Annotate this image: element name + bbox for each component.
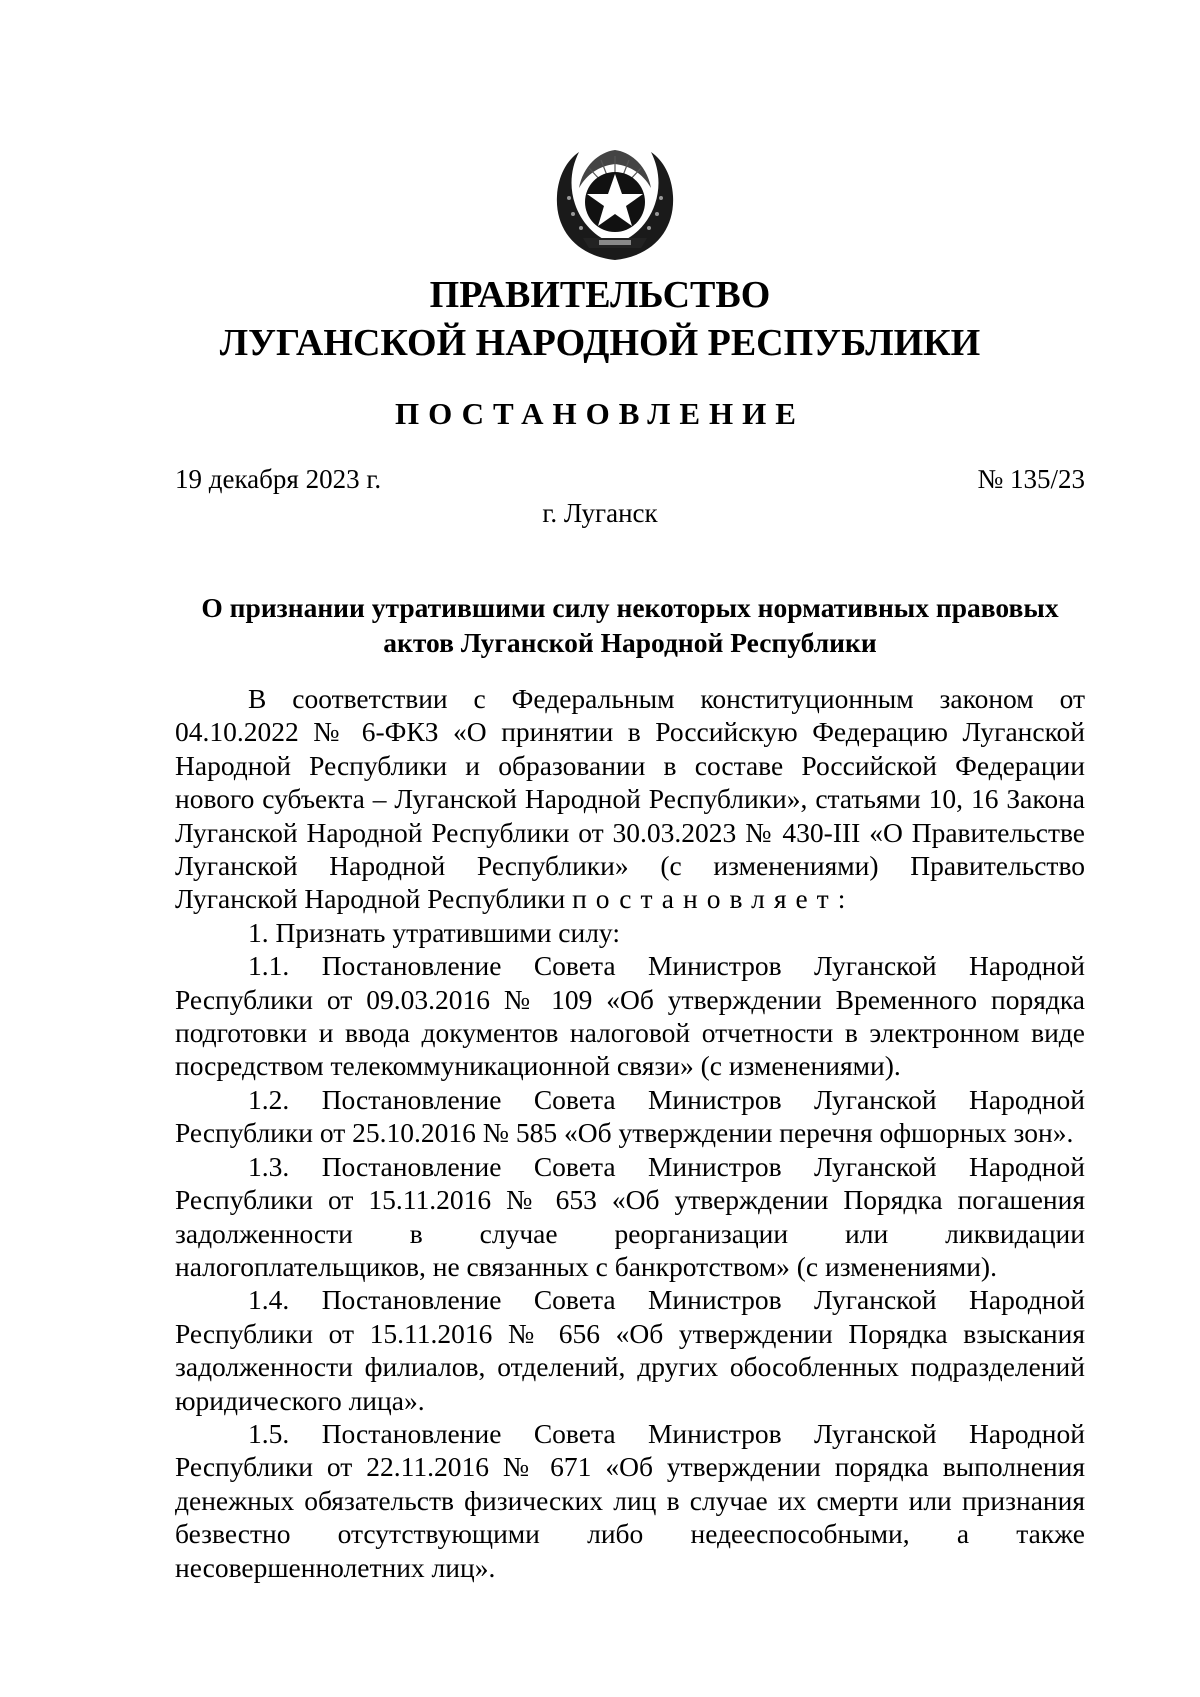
org-name-line2: ЛУГАНСКОЙ НАРОДНОЙ РЕСПУБЛИКИ: [219, 322, 981, 364]
list-item-1-2: 1.2. Постановление Совета Министров Луганской Народной Республики от 25.10.2016 № 585 «Об утверждении перечня офшорных зон».: [175, 1083, 1085, 1149]
coat-of-arms-emblem: [549, 138, 681, 262]
list-item-1-5: 1.5. Постановление Совета Министров Луганской Народной Республики от 22.11.2016 № 671 «Об утверждении порядка выполнения денежных обязательств физических лиц в случае их смерти или признания безвестно отсутствующими либо недееспособными, а также несовершеннолетних лиц».: [175, 1417, 1085, 1583]
document-body: [175, 682, 1085, 1584]
list-item-1: 1. Признать утратившими силу:: [248, 916, 620, 948]
document-date: 19 декабря 2023 г.: [175, 464, 382, 494]
document-number: № 135/23: [977, 464, 1085, 494]
preamble-text: В соответствии с Федеральным конституционным законом от 04.10.2022 № 6-ФКЗ «О принятии в Российскую Федерацию Луганской Народной Республики и образовании в составе Российской Федерации нового субъекта – Луганской Народной Республики», статьями 10, 16 Закона Луганской Народной Республики от 30.03.2023 № 430-III «О Правительстве Луганской Народной Республики» (с изменениями) Правительство Луганской Народной Республики: [175, 683, 1085, 915]
org-name-line1: ПРАВИТЕЛЬСТВО: [429, 274, 771, 316]
list-item-1-4: 1.4. Постановление Совета Министров Луганской Народной Республики от 15.11.2016 № 656 «Об утверждении Порядка взыскания задолженности филиалов, отделений, других обособленных подразделений юридического лица».: [175, 1284, 1085, 1416]
list-item-1-3: 1.3. Постановление Совета Министров Луганской Народной Республики от 15.11.2016 № 653 «Об утверждении Порядка погашения задолженности в случае реорганизации или ликвидации налогоплательщиков, не связанных с банкротством» (с изменениями).: [175, 1150, 1085, 1282]
document-title: О признании утратившими силу некоторых нормативных правовых актов Луганской Народной Республики: [201, 592, 1059, 658]
preamble-paragraph: [175, 682, 1085, 916]
document-type-heading: ПОСТАНОВЛЕНИЕ: [395, 396, 805, 431]
decree-word: постановляет:: [572, 883, 855, 915]
document-city: г. Луганск: [542, 498, 658, 528]
list-item-1-1: 1.1. Постановление Совета Министров Луганской Народной Республики от 09.03.2016 № 109 «Об утверждении Временного порядка подготовки и ввода документов налоговой отчетности в электронном виде посредством телекоммуникационной связи» (с изменениями).: [175, 950, 1085, 1082]
